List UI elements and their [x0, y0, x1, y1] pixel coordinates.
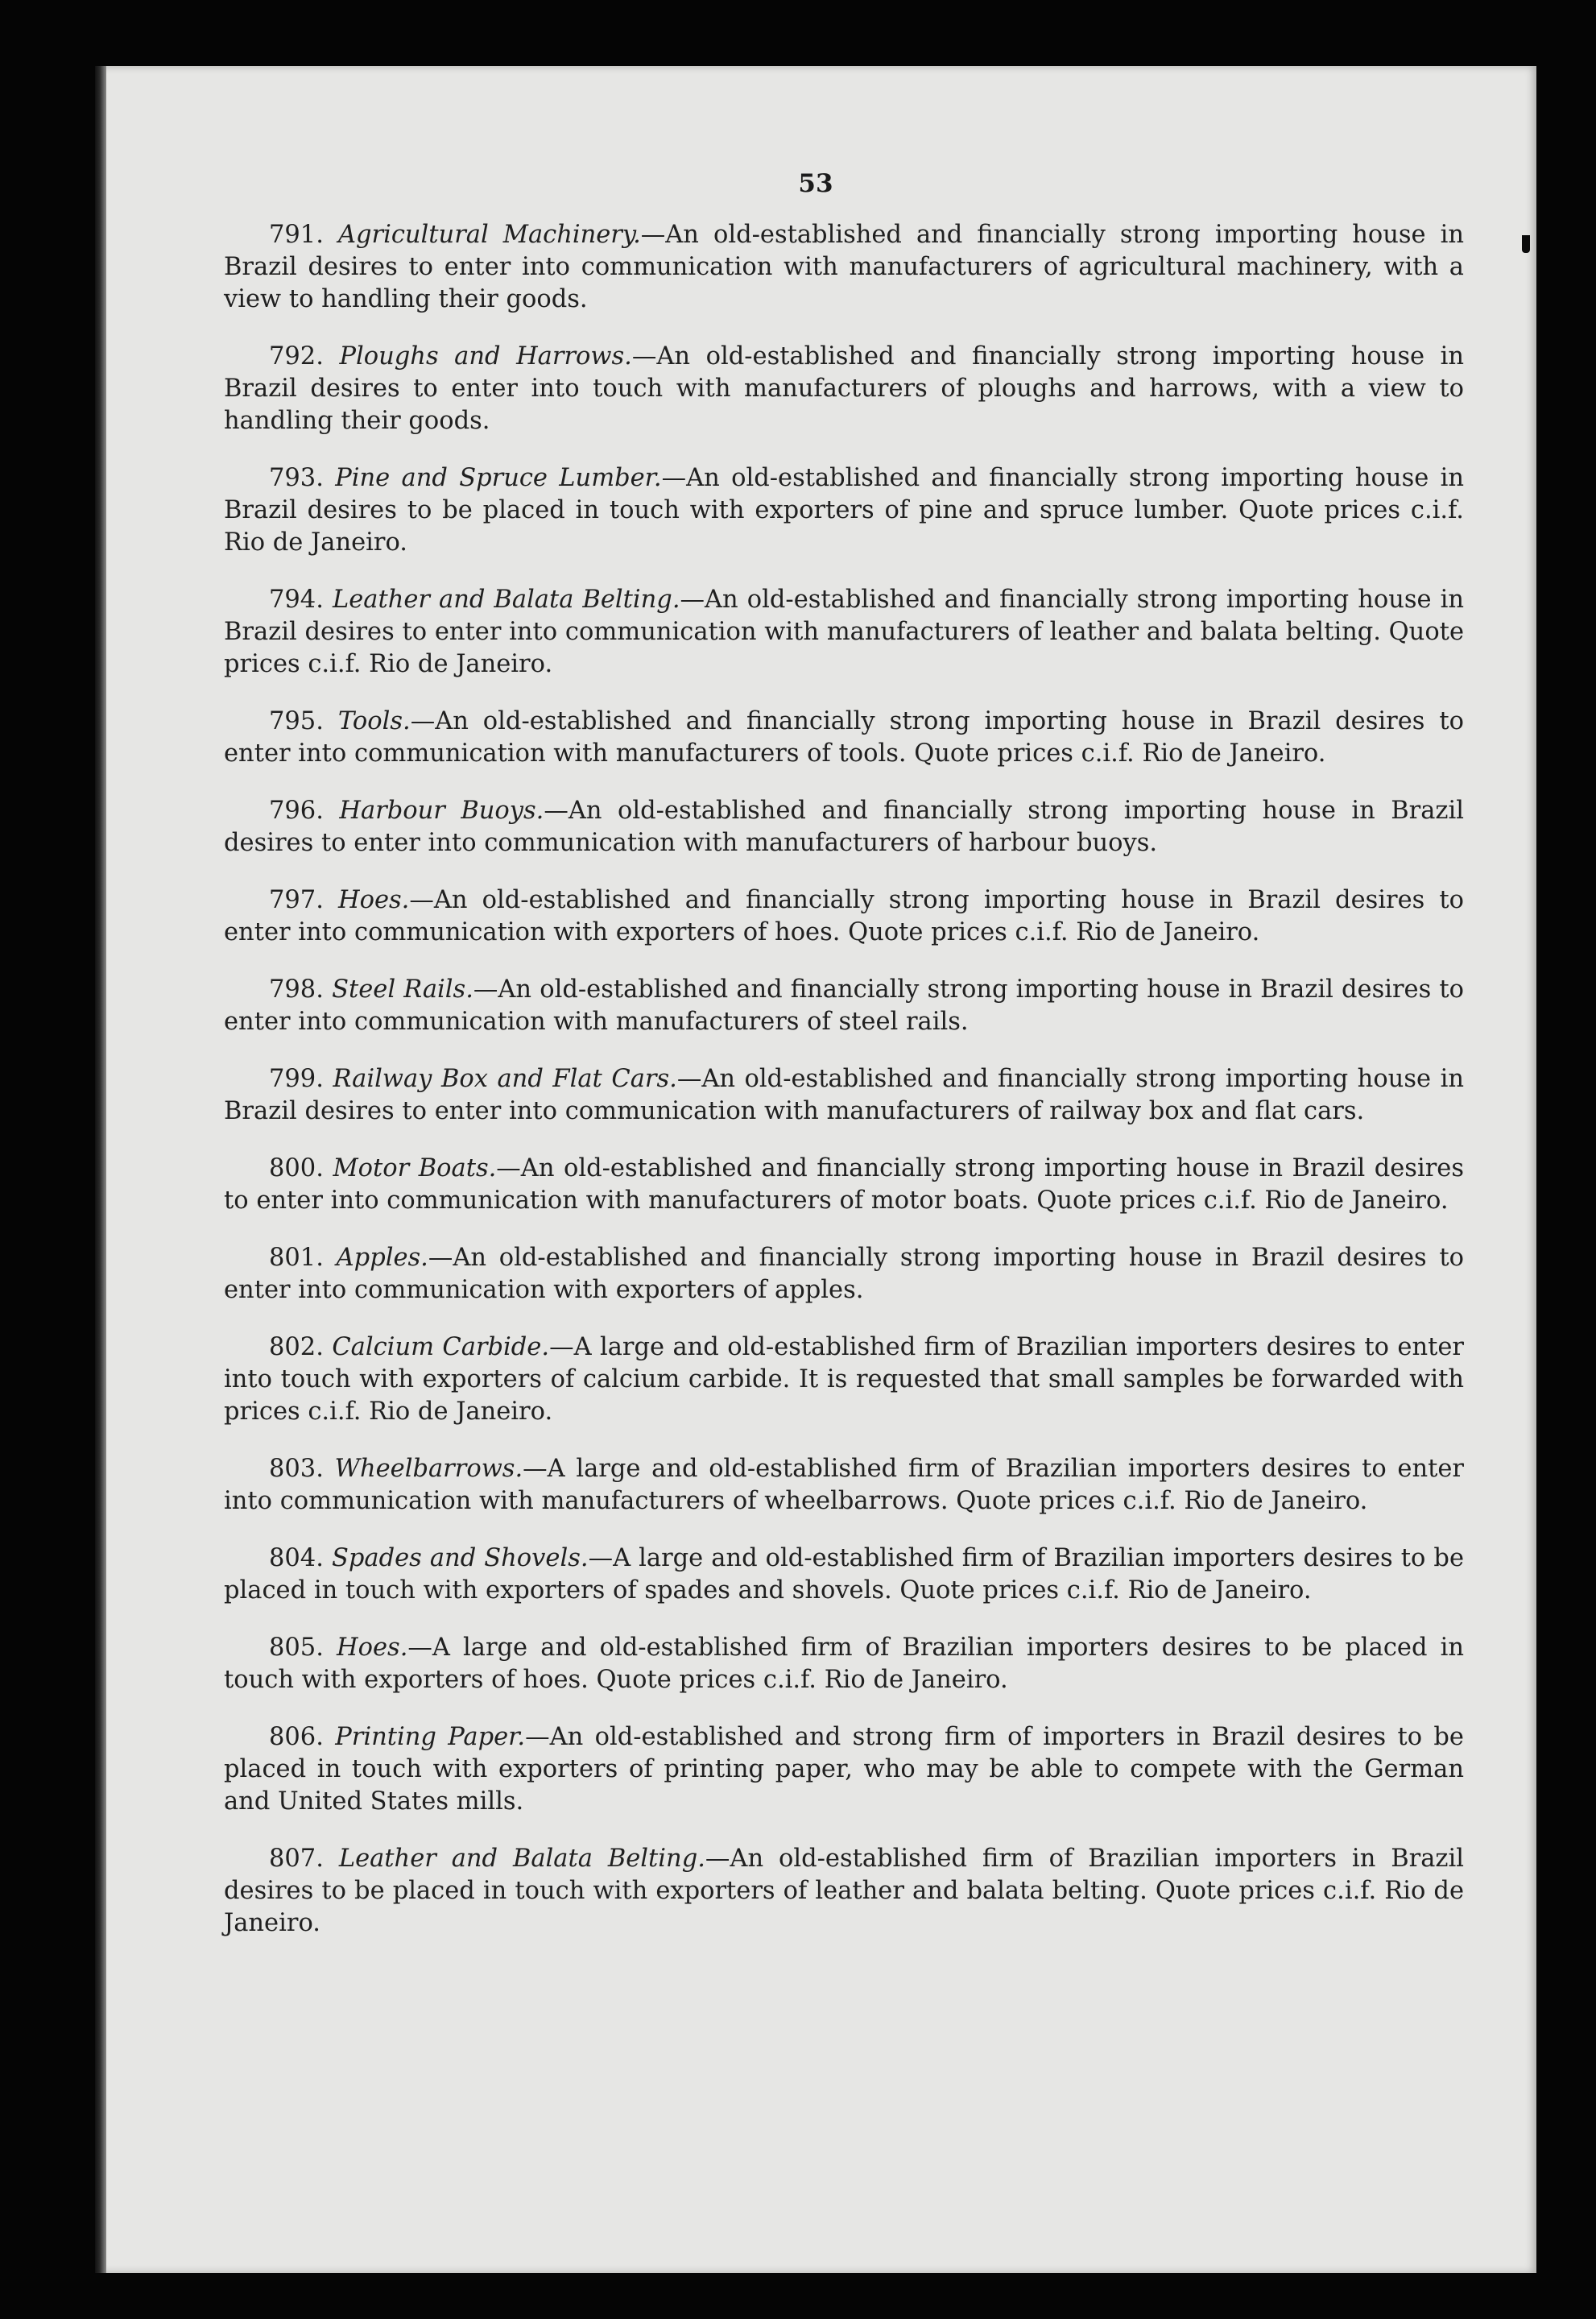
- entry-number: 803.: [269, 1455, 324, 1483]
- entry-text: —An old-established and financially strong importing house in Brazil desires to enter into communication with manufacturers of harbour buoys.: [224, 797, 1464, 857]
- entry-title: Leather and Balata Belting.: [338, 1845, 705, 1873]
- entry-number: 800.: [269, 1154, 324, 1182]
- entry-794: [224, 584, 1464, 681]
- entry-text: —An old-established firm of Brazilian importers in Brazil desires to be placed in touch with exporters of leather and balata belting. Quote prices c.i.f. Rio de Janeiro.: [224, 1845, 1464, 1937]
- entry-number: 794.: [269, 586, 324, 614]
- entry-number: 795.: [269, 707, 324, 735]
- entry-number: 791.: [269, 221, 324, 249]
- entry-804: [224, 1543, 1464, 1607]
- entry-title: Railway Box and Flat Cars.: [333, 1065, 677, 1093]
- entry-text: —An old-established and financially strong importing house in Brazil desires to enter into communication with manufacturers of railway box and flat cars.: [224, 1065, 1464, 1125]
- entry-796: [224, 795, 1464, 859]
- entry-795: [224, 706, 1464, 770]
- entry-number: 802.: [269, 1333, 324, 1361]
- entry-number: 801.: [269, 1244, 324, 1272]
- entry-text: —A large and old-established firm of Brazilian importers desires to enter into touch with exporters of calcium carbide. It is requested that small samples be forwarded with prices c.i.f. Rio de Janeiro.: [224, 1333, 1464, 1426]
- entry-806: [224, 1721, 1464, 1818]
- entry-text: —A large and old-established firm of Brazilian importers desires to enter into communication with manufacturers of wheelbarrows. Quote prices c.i.f. Rio de Janeiro.: [224, 1455, 1465, 1515]
- entry-number: 797.: [269, 886, 324, 914]
- entry-text: —An old-established and financially strong importing house in Brazil desires to enter into communication with manufacturers of leather and balata belting. Quote prices c.i.f. Rio de Janeiro.: [224, 586, 1464, 678]
- page-number: 53: [798, 169, 833, 198]
- entry-793: [224, 462, 1464, 559]
- page-edge-mark: [1522, 235, 1530, 253]
- entry-791: [224, 219, 1464, 316]
- entry-798: [224, 974, 1464, 1038]
- entry-title: Leather and Balata Belting.: [332, 586, 680, 614]
- entry-number: 792.: [269, 342, 324, 371]
- entry-title: Motor Boats.: [333, 1154, 497, 1182]
- entry-803: [224, 1453, 1464, 1518]
- entry-number: 798.: [269, 975, 324, 1004]
- entry-text: —A large and old-established firm of Brazilian importers desires to be placed in touch with exporters of spades and shovels. Quote prices c.i.f. Rio de Janeiro.: [224, 1544, 1465, 1605]
- entry-805: [224, 1632, 1464, 1696]
- entry-title: Spades and Shovels.: [331, 1544, 589, 1572]
- entry-title: Hoes.: [337, 1634, 408, 1662]
- entry-text: —An old-established and financially strong importing house in Brazil desires to enter into communication with exporters of hoes. Quote prices c.i.f. Rio de Janeiro.: [224, 886, 1465, 946]
- entry-text: —An old-established and financially strong importing house in Brazil desires to enter into communication with manufacturers of steel rails.: [224, 975, 1465, 1036]
- entry-text: —An old-established and financially strong importing house in Brazil desires to enter into communication with manufacturers of motor boats. Quote prices c.i.f. Rio de Janeiro.: [224, 1154, 1464, 1215]
- entry-title: Pine and Spruce Lumber.: [335, 464, 662, 492]
- entry-text: —An old-established and financially strong importing house in Brazil desires to enter into touch with manufacturers of ploughs and harrows, with a view to handling their goods.: [224, 342, 1465, 435]
- entry-799: [224, 1063, 1464, 1128]
- entry-text: —An old-established and financially strong importing house in Brazil desires to enter into communication with exporters of apples.: [224, 1244, 1464, 1304]
- entry-title: Apples.: [336, 1244, 428, 1272]
- entry-number: 807.: [269, 1845, 324, 1873]
- entry-number: 804.: [269, 1544, 324, 1572]
- entry-number: 796.: [269, 797, 324, 825]
- entry-title: Tools.: [337, 707, 411, 735]
- entry-text: —An old-established and financially strong importing house in Brazil desires to enter into communication with manufacturers of tools. Quote prices c.i.f. Rio de Janeiro.: [224, 707, 1464, 768]
- entry-802: [224, 1331, 1464, 1428]
- entry-text: —A large and old-established firm of Brazilian importers desires to be placed in touch with exporters of hoes. Quote prices c.i.f. Rio de Janeiro.: [224, 1634, 1464, 1694]
- entry-number: 806.: [269, 1723, 324, 1751]
- entry-text: —An old-established and financially strong importing house in Brazil desires to be placed in touch with exporters of pine and spruce lumber. Quote prices c.i.f. Rio de Janeiro.: [224, 464, 1464, 557]
- entry-title: Agricultural Machinery.: [337, 221, 641, 249]
- entry-792: [224, 341, 1464, 437]
- entry-number: 805.: [269, 1634, 324, 1662]
- entry-title: Wheelbarrows.: [334, 1455, 523, 1483]
- entry-title: Calcium Carbide.: [332, 1333, 550, 1361]
- entry-800: [224, 1153, 1464, 1217]
- entry-number: 799.: [269, 1065, 324, 1093]
- entry-text: —An old-established and strong firm of importers in Brazil desires to be placed in touch with exporters of printing paper, who may be able to compete with the German and United States mills.: [224, 1723, 1464, 1816]
- entry-number: 793.: [269, 464, 324, 492]
- entry-title: Harbour Buoys.: [339, 797, 544, 825]
- entry-title: Ploughs and Harrows.: [339, 342, 632, 371]
- entry-801: [224, 1242, 1464, 1307]
- document-page: [95, 66, 1536, 2273]
- entry-797: [224, 884, 1464, 949]
- entry-title: Steel Rails.: [332, 975, 473, 1004]
- entry-title: Hoes.: [338, 886, 410, 914]
- entry-807: [224, 1843, 1464, 1940]
- page-binding-edge: [95, 66, 106, 2273]
- entry-title: Printing Paper.: [335, 1723, 526, 1751]
- entry-text: —An old-established and financially strong importing house in Brazil desires to enter into communication with manufacturers of agricultural machinery, with a view to handling their goods.: [224, 221, 1464, 313]
- entries-list: [224, 219, 1464, 1965]
